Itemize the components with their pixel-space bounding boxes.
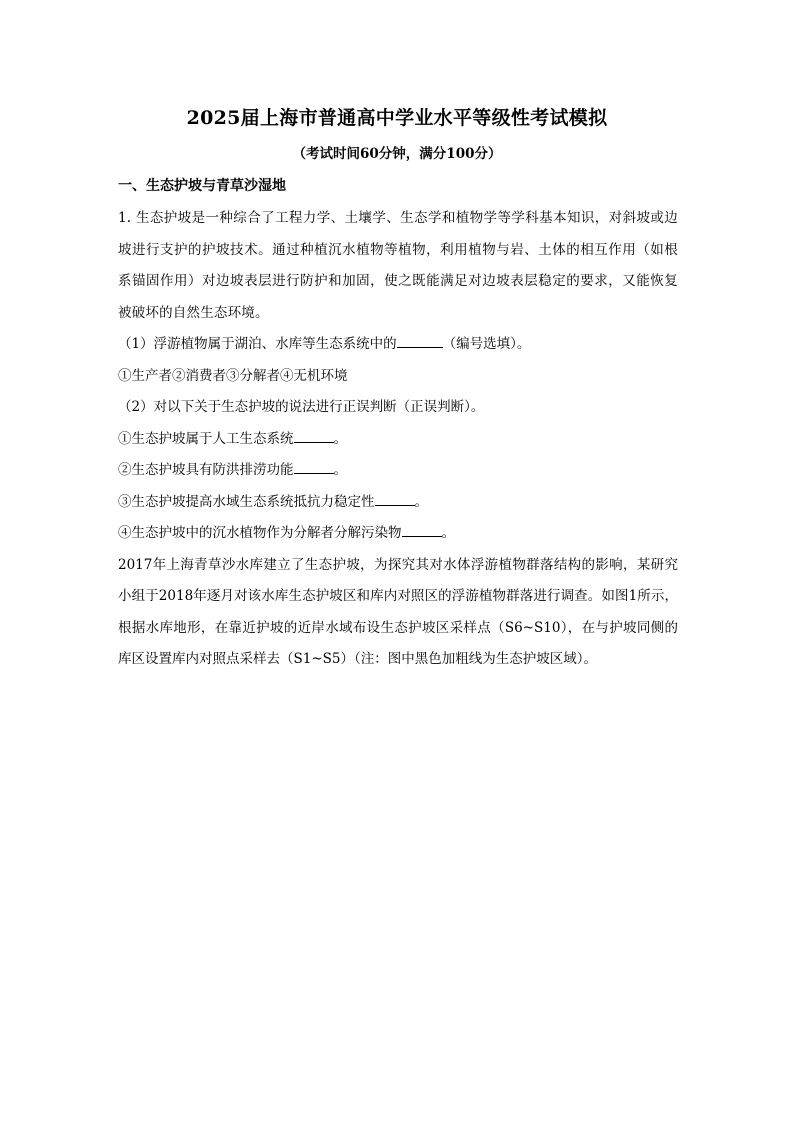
exam-subtitle: （考试时间60分钟，满分100分） xyxy=(292,146,502,162)
judgment-item-end: 。 xyxy=(414,493,428,510)
answer-blank[interactable] xyxy=(375,491,415,506)
judgment-item xyxy=(118,487,678,519)
answer-blank[interactable] xyxy=(402,522,442,537)
judgment-item xyxy=(118,518,678,550)
exam-title: 2025届上海市普通高中学业水平等级性考试模拟 xyxy=(186,107,608,129)
judgment-item-end: 。 xyxy=(333,430,347,447)
judgment-item-text: ④生态护坡中的沉水植物作为分解者分解污染物 xyxy=(118,525,402,541)
judgment-item-text: ①生态护坡属于人工生态系统 xyxy=(118,430,294,447)
judgment-item-text: ③生态护坡提高水域生态系统抵抗力稳定性 xyxy=(118,493,375,510)
judgment-item-end: 。 xyxy=(333,462,347,478)
answer-blank[interactable] xyxy=(294,428,334,443)
question-context: 2017年上海青草沙水库建立了生态护坡，为探究其对水体浮游植物群落结构的影响，某研究小组于2018年逐月对该水库生态护坡区和库内对照区的浮游植物群落进行调查。如图1所示，根据水库地形，在靠近护坡的近岸水域布设生态护坡区采样点（S6~S10），在与护坡同侧的库区设置库内对照点采样去（S1~S5）（注：图中黑色加粗线为生态护坡区域）。 xyxy=(118,556,678,667)
judgment-item xyxy=(118,424,678,456)
judgment-item-end: 。 xyxy=(441,525,455,541)
question-content xyxy=(118,203,678,676)
answer-blank[interactable] xyxy=(397,333,443,348)
judgment-item-text: ②生态护坡具有防洪排涝功能 xyxy=(118,462,294,478)
section-heading: 一、生态护坡与青草沙湿地 xyxy=(118,178,286,194)
question-intro: 1. 生态护坡是一种综合了工程力学、土壤学、生态学和植物学等学科基本知识，对斜坡或边坡进行支护的护坡技术。通过种植沉水植物等植物，利用植物与岩、土体的相互作用（如根系锚固作用）对边坡表层进行防护和加固，使之既能满足对边坡表层稳定的要求，又能恢复被破坏的自然生态环境。 xyxy=(118,210,678,321)
sub-question-1-suffix: （编号选填）。 xyxy=(442,336,531,352)
sub-question-1-options: ①生产者②消费者③分解者④无机环境 xyxy=(118,367,348,384)
answer-blank[interactable] xyxy=(294,459,334,474)
judgment-item xyxy=(118,455,678,487)
sub-question-1-text: （1）浮游植物属于湖泊、水库等生态系统中的 xyxy=(118,336,397,352)
sub-question-2-prompt: （2）对以下关于生态护坡的说法进行正误判断（正误判断）。 xyxy=(118,399,485,415)
sub-question-1 xyxy=(118,329,678,361)
